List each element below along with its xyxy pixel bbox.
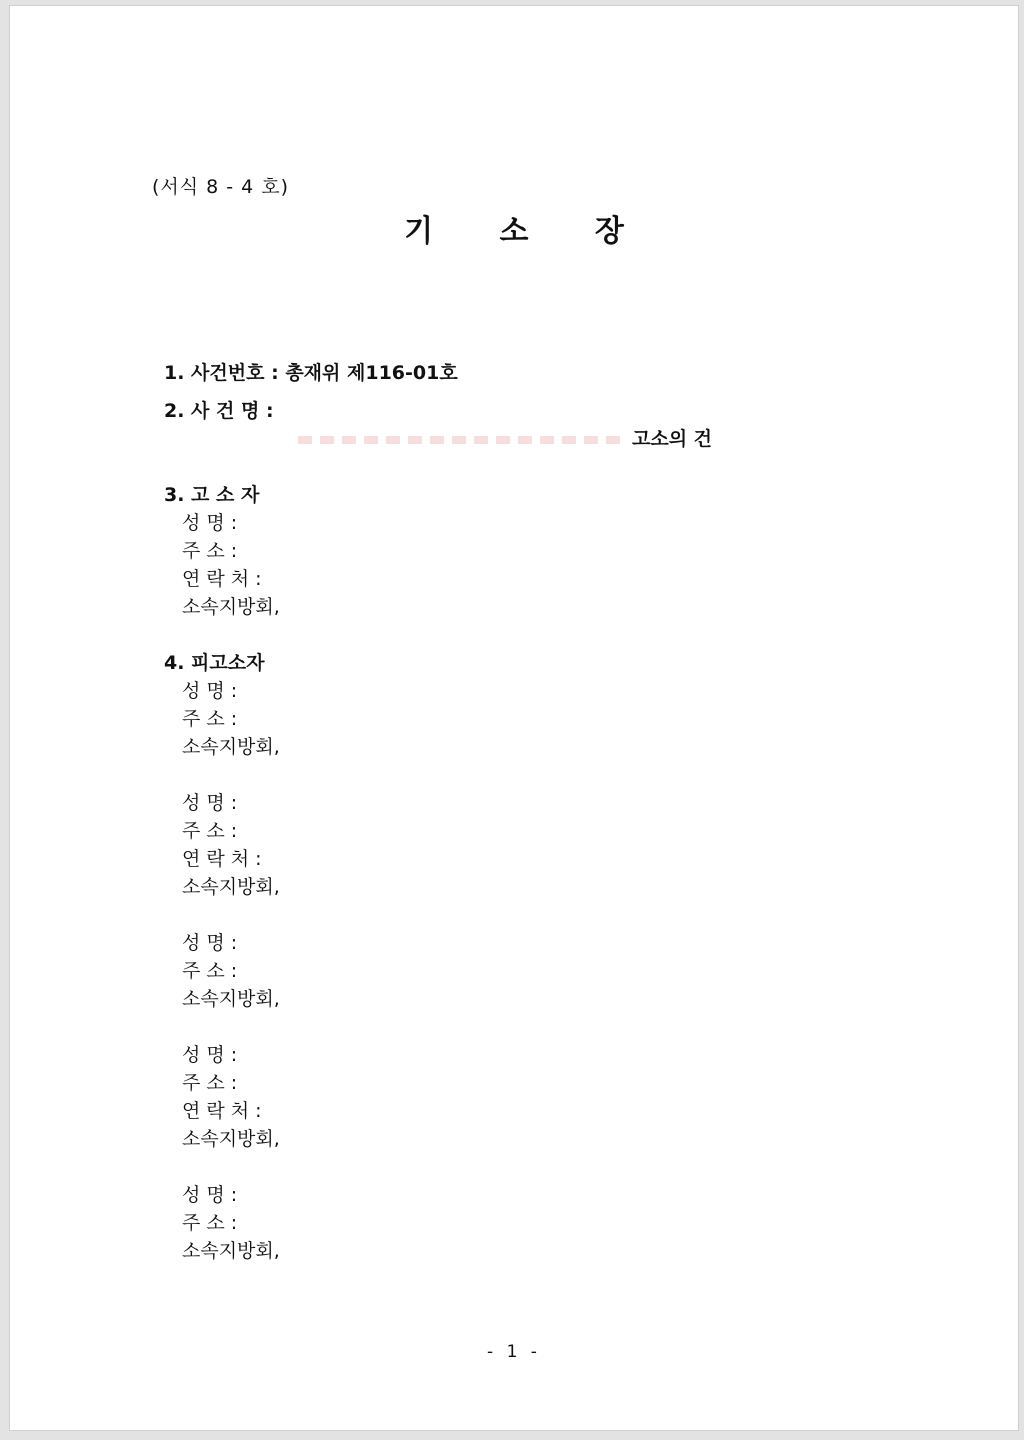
page-number: - 1 - [487, 1342, 541, 1362]
complainant-contact-label: 연 락 처 : [182, 568, 262, 590]
complainant-branch-label: 소속지방회, [182, 596, 280, 618]
defendant-name-label: 성 명 : [182, 792, 238, 814]
case-name-label: 2. 사 건 명 : [164, 400, 274, 422]
defendant-contact-label: 연 락 처 : [182, 1100, 262, 1122]
defendant-address-label: 주 소 : [182, 1072, 238, 1094]
defendant-name-label: 성 명 : [182, 1044, 238, 1066]
defendant-branch-label: 소속지방회, [182, 988, 280, 1010]
defendant-address-label: 주 소 : [182, 1212, 238, 1234]
defendant-name-label: 성 명 : [182, 680, 238, 702]
defendant-branch-label: 소속지방회, [182, 1128, 280, 1150]
document-title [10, 206, 1018, 250]
complainant-heading: 3. 고 소 자 [164, 484, 260, 506]
defendant-branch-label: 소속지방회, [182, 736, 280, 758]
defendant-address-label: 주 소 : [182, 708, 238, 730]
redacted-case-name [298, 436, 628, 444]
defendant-name-label: 성 명 : [182, 1184, 238, 1206]
case-name-suffix: 고소의 건 [632, 428, 713, 450]
case-number-row [164, 358, 458, 385]
document-page [10, 6, 1018, 1430]
defendant-address-label: 주 소 : [182, 820, 238, 842]
defendant-branch-label: 소속지방회, [182, 876, 280, 898]
defendant-heading: 4. 피고소자 [164, 652, 265, 674]
complainant-name-label: 성 명 : [182, 512, 238, 534]
case-number-value: 총재위 제116-01호 [285, 362, 458, 384]
defendant-address-label: 주 소 : [182, 960, 238, 982]
case-number-label: 1. 사건번호 : [164, 362, 279, 384]
defendant-contact-label: 연 락 처 : [182, 848, 262, 870]
document-title-text: 기 소 장 [404, 214, 652, 249]
complainant-address-label: 주 소 : [182, 540, 238, 562]
form-number: (서식 8 - 4 호) [152, 176, 290, 198]
defendant-name-label: 성 명 : [182, 932, 238, 954]
defendant-branch-label: 소속지방회, [182, 1240, 280, 1262]
